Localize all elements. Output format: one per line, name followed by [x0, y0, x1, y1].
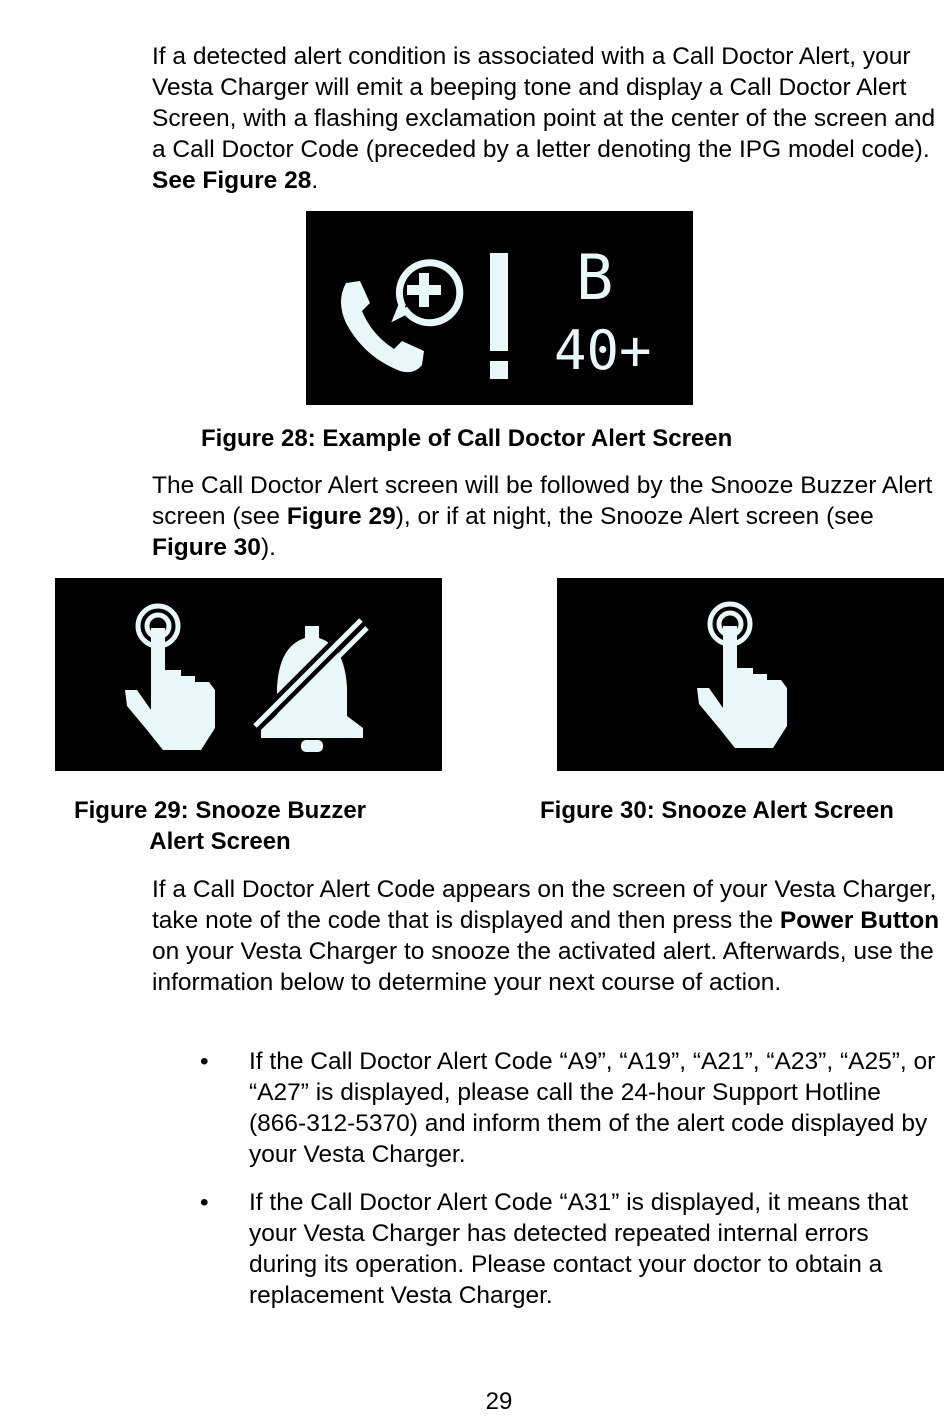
snooze-alert-graphic — [557, 578, 944, 771]
bullet-text: If the Call Doctor Alert Code “A9”, “A19”, “A21”, “A23”, “A25”, or “A27” is displayed, please call the 24-hour Support Hotline (866-312-5370) and inform them of the alert code displayed by your Vesta Charger. — [249, 1048, 936, 1168]
instructions-paragraph — [152, 874, 942, 998]
call-doctor-alert-graphic — [306, 211, 693, 405]
figure-29-caption — [55, 795, 385, 857]
snooze-buzzer-alert-screen — [55, 578, 442, 771]
tap-hand-icon — [697, 604, 787, 748]
page-number: 29 — [485, 1388, 513, 1415]
muted-bell-icon — [255, 620, 367, 752]
followup-text-2: ), or if at night, the Snooze Alert screen (see — [395, 503, 874, 530]
followup-paragraph — [152, 470, 942, 563]
call-doctor-alert-screen — [306, 211, 693, 405]
power-button-ref: Power Button — [779, 907, 940, 934]
figure-30-caption: Figure 30: Snooze Alert Screen — [540, 797, 894, 824]
followup-text-3: ). — [260, 534, 276, 561]
intro-end: . — [311, 167, 319, 194]
bullet-marker: • — [200, 1048, 209, 1075]
snooze-alert-screen — [557, 578, 944, 771]
snooze-buzzer-graphic — [55, 578, 442, 771]
followup-text-1: The Call Doctor Alert screen will be followed by the Snooze Buzzer Alert screen (see — [152, 472, 933, 530]
bullet-text: If the Call Doctor Alert Code “A31” is displayed, it means that your Vesta Charger has detected repeated internal errors during its operation. Please contact your doctor to obtain a replacement Vesta Charger. — [249, 1189, 909, 1309]
tap-hand-icon — [125, 606, 215, 750]
figure-29-ref: Figure 29 — [286, 503, 396, 530]
exclamation-icon — [490, 253, 508, 379]
intro-paragraph — [152, 41, 942, 196]
figure-30-ref: Figure 30 — [152, 534, 261, 561]
instructions-text-2: on your Vesta Charger to snooze the activated alert. Afterwards, use the information below to determine your next course of action. — [152, 938, 934, 996]
figure-29-caption-line1: Figure 29: Snooze Buzzer — [73, 797, 367, 824]
see-figure-28-ref: See Figure 28 — [152, 167, 312, 194]
figure-28-caption: Figure 28: Example of Call Doctor Alert Screen — [201, 425, 733, 452]
ipg-model-letter: B — [576, 241, 614, 314]
bullet-item — [200, 1187, 942, 1311]
figure-29-caption-line2: Alert Screen — [149, 828, 291, 855]
alert-code-bullets — [200, 1046, 942, 1328]
bullet-item — [200, 1046, 942, 1170]
instructions-text-1: If a Call Doctor Alert Code appears on the screen of your Vesta Charger, take note of the code that is displayed and then press the — [152, 876, 937, 934]
bullet-marker: • — [200, 1189, 209, 1216]
plus-bubble-icon — [398, 263, 460, 323]
call-doctor-code: 40+ — [554, 319, 652, 382]
intro-text: If a detected alert condition is associated with a Call Doctor Alert, your Vesta Charger will emit a beeping tone and display a Call Doctor Alert Screen, with a flashing exclamation point at the center of the screen and a Call Doctor Code (preceded by a letter denoting the IPG model code). — [152, 43, 936, 163]
